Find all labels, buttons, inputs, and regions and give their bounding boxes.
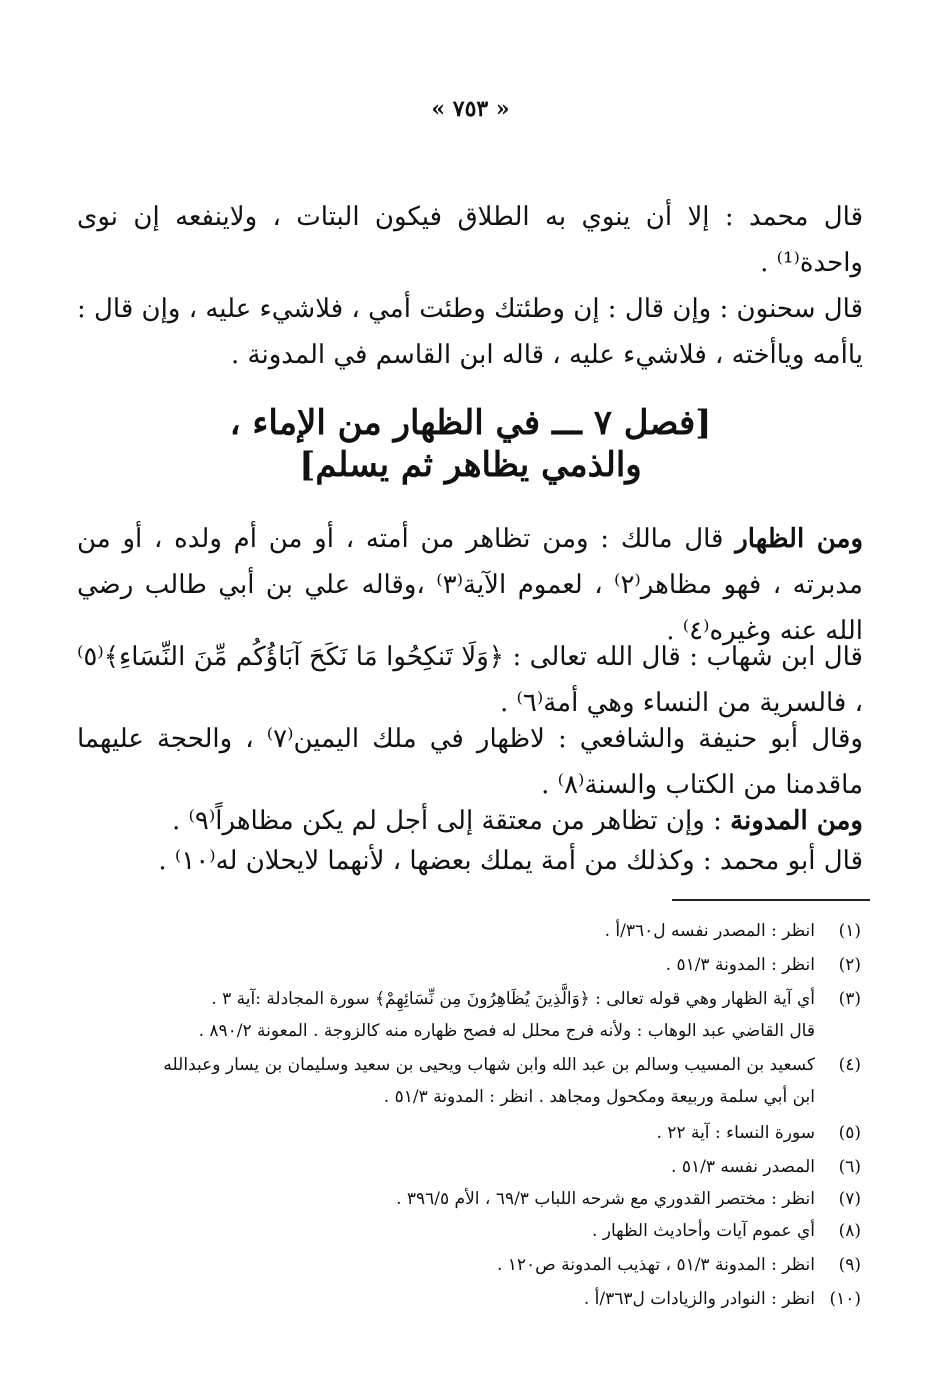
footnote-3-continuation: قال القاضي عبد الوهاب : ولأنه فرج محلل له فصح ظهاره منه كالزوجة . المعونة ٨٩٠/٢ . <box>198 1021 815 1041</box>
footnote-number: (٩) <box>838 1255 861 1275</box>
body-paragraph-2: قال ابن شهاب : قال الله تعالى : ﴿وَلَا تَنكِحُوا مَا نَكَحَ آبَاؤُكُم مِّنَ النِّسَاءِ﴾⁽٥⁾ ، فالسرية من النساء وهي أمة⁽٦⁾ . <box>77 642 863 718</box>
footnote-number: (٦) <box>838 1157 861 1177</box>
body-paragraph-1-lead: ومن الظهار <box>735 524 863 554</box>
footnote-number: (٥) <box>838 1123 861 1143</box>
footnote-4 <box>81 1052 861 1078</box>
footnote-separator <box>672 899 870 901</box>
footnote-text: انظر : المدونة ٥١/٣ ، تهذيب المدونة ص١٢٠ . <box>496 1255 815 1275</box>
footnote-text: سورة النساء : آية ٢٢ . <box>656 1123 815 1143</box>
section-heading-line-1: [فصل ٧ ـــ في الظهار من الإماء ، <box>229 403 712 443</box>
footnote-8 <box>81 1218 861 1244</box>
body-paragraph-3: وقال أبو حنيفة والشافعي : لاظهار في ملك اليمين⁽٧⁾ ، والحجة عليهما ماقدمنا من الكتاب والسنة⁽٨⁾ . <box>77 724 863 800</box>
footnote-text: أي عموم آيات وأحاديث الظهار . <box>591 1221 815 1241</box>
section-heading-line-2: والذمي يظاهر ثم يسلم] <box>299 445 642 485</box>
footnote-number: (١) <box>838 921 861 941</box>
footnote-text: المصدر نفسه ٥١/٣ . <box>671 1157 815 1177</box>
body-paragraph-5: قال أبو محمد : وكذلك من أمة يملك بعضها ، لأنهما لايحلان له⁽١٠⁾ . <box>158 846 863 876</box>
footnote-1 <box>81 918 861 944</box>
footnote-number: (٢) <box>838 955 861 975</box>
footnote-10 <box>81 1286 861 1312</box>
footnote-7 <box>81 1186 861 1212</box>
paragraph-muhammad: قال محمد : إلا أن ينوي به الطلاق فيكون البتات ، ولاينفعه إن نوى واحدة⁽¹⁾ . <box>77 202 863 278</box>
paragraph-sahnun: قال سحنون : وإن قال : إن وطئتك وطئت أمي ، فلاشيء عليه ، وإن قال : ياأمه وياأخته ، فلاشيء عليه ، قاله ابن القاسم في المدونة . <box>77 294 863 370</box>
footnote-number: (٧) <box>838 1189 861 1209</box>
footnote-text: انظر : المصدر نفسه ل٣٦٠/أ . <box>604 921 815 941</box>
footnote-text: انظر : النوادر والزيادات ل٣٦٣/أ . <box>583 1289 815 1309</box>
footnote-text: انظر : مختصر القدوري مع شرحه اللباب ٦٩/٣ ، الأم ٣٩٦/٥ . <box>396 1189 815 1209</box>
footnote-9 <box>81 1252 861 1278</box>
footnote-3 <box>81 986 861 1012</box>
body-paragraph-4-lead: ومن المدونة <box>730 806 863 836</box>
footnote-number: (٤) <box>838 1055 861 1075</box>
footnote-text: أي آية الظهار وهي قوله تعالى : ﴿وَالَّذِينَ يُظَاهِرُونَ مِن نِّسَائِهِمْ﴾ سورة المجادلة :آية ٣ . <box>211 989 815 1009</box>
footnote-text: كسعيد بن المسيب وسالم بن عبد الله وابن شهاب ويحيى بن سعيد وسليمان بن يسار وعبدالله <box>163 1055 815 1075</box>
footnote-number: (٣) <box>838 989 861 1009</box>
footnote-number: (١٠) <box>829 1289 861 1309</box>
body-paragraph-4-text: : وإن تظاهر من معتقة إلى أجل لم يكن مظاهراً⁽٩⁾ . <box>172 806 722 836</box>
footnote-5 <box>81 1120 861 1146</box>
footnote-6 <box>81 1154 861 1180</box>
footnote-text: انظر : المدونة ٥١/٣ . <box>665 955 815 975</box>
footnote-4-continuation: ابن أبي سلمة وربيعة ومكحول ومجاهد . انظر : المدونة ٥١/٣ . <box>383 1087 815 1107</box>
page-number: « ٧٥٣ » <box>431 96 510 122</box>
footnote-2 <box>81 952 861 978</box>
footnote-number: (٨) <box>838 1221 861 1241</box>
body-paragraph-1-text: قال مالك : ومن تظاهر من أمته ، أو من أم ولده ، أو من مدبرته ، فهو مظاهر⁽٢⁾ ، لعموم الآية⁽٣⁾ ،وقاله علي بن أبي طالب رضي الله عنه وغيره⁽٤⁾ . <box>77 524 863 646</box>
